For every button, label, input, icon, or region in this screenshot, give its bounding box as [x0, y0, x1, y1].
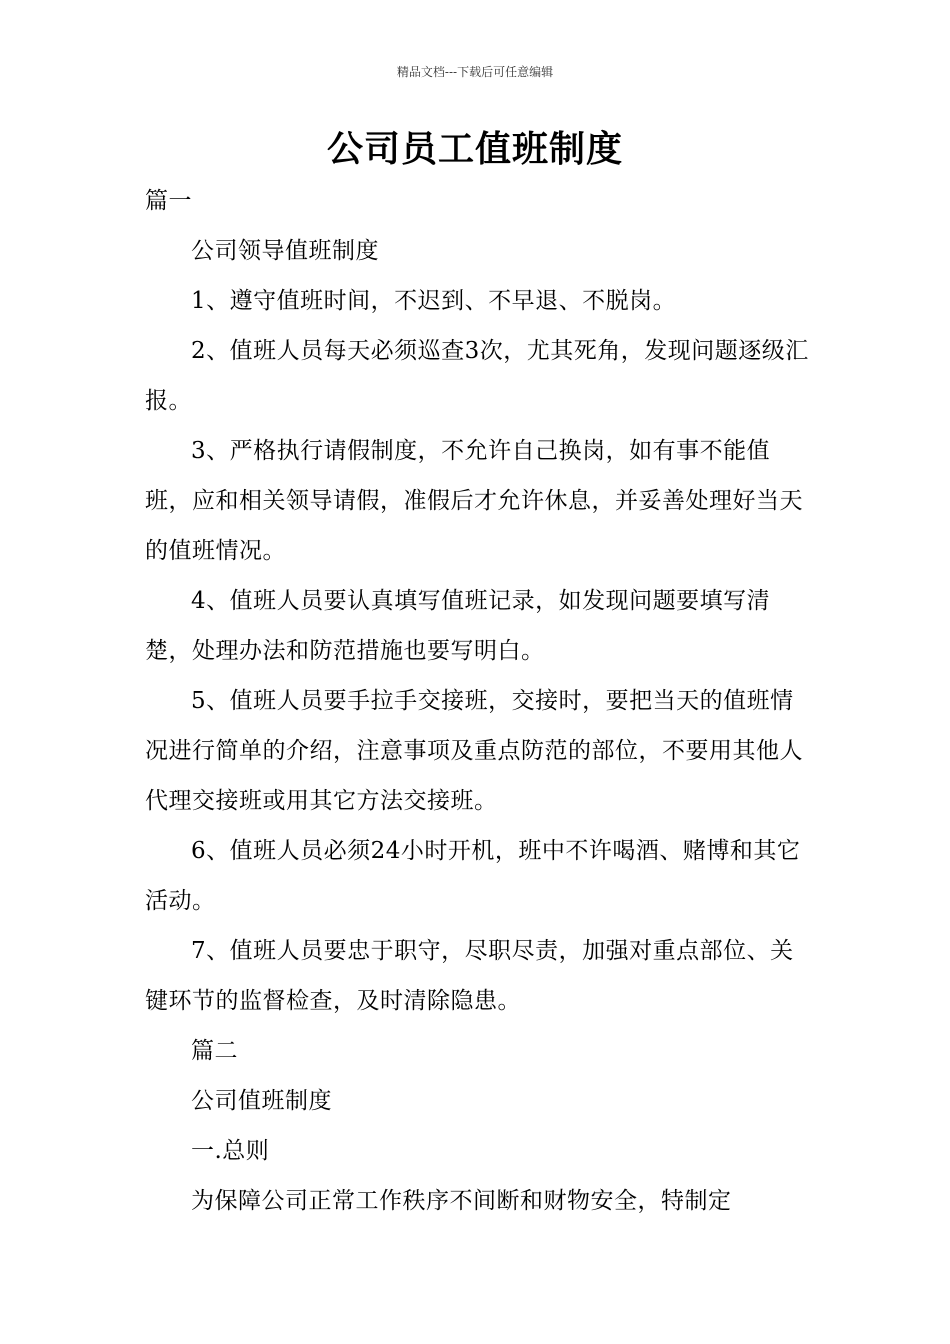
rule-paragraph: 3、严格执行请假制度，不允许自己换岗，如有事不能值班，应和相关领导请假，准假后才允许休息，并妥善处理好当天的值班情况。 — [145, 438, 803, 564]
page-header: 精品文档---下载后可任意编辑 — [396, 65, 554, 79]
section-heading: 公司值班制度 — [191, 1088, 332, 1114]
document-body — [145, 176, 815, 1226]
rule-paragraph: 2、值班人员每天必须巡查3次，尤其死角，发现问题逐级汇报。 — [145, 338, 809, 414]
rule-paragraph: 5、值班人员要手拉手交接班，交接时，要把当天的值班情况进行简单的介绍，注意事项及重点防范的部位，不要用其他人代理交接班或用其它方法交接班。 — [145, 688, 803, 814]
subsection-heading: 一.总则 — [191, 1138, 270, 1164]
document-title: 公司员工值班制度 — [326, 129, 623, 170]
section-label: 篇一 — [145, 188, 192, 214]
section-heading: 公司领导值班制度 — [191, 238, 379, 264]
rule-paragraph: 6、值班人员必须24小时开机，班中不许喝酒、赌博和其它活动。 — [145, 838, 801, 914]
rule-paragraph: 4、值班人员要认真填写值班记录，如发现问题要填写清楚，处理办法和防范措施也要写明白。 — [145, 588, 771, 664]
section-label: 篇二 — [191, 1038, 238, 1064]
body-paragraph: 为保障公司正常工作秩序不间断和财物安全，特制定 — [191, 1188, 732, 1214]
rule-paragraph: 7、值班人员要忠于职守，尽职尽责，加强对重点部位、关键环节的监督检查，及时清除隐患。 — [145, 938, 794, 1014]
rule-paragraph: 1、遵守值班时间，不迟到、不早退、不脱岗。 — [191, 288, 677, 314]
